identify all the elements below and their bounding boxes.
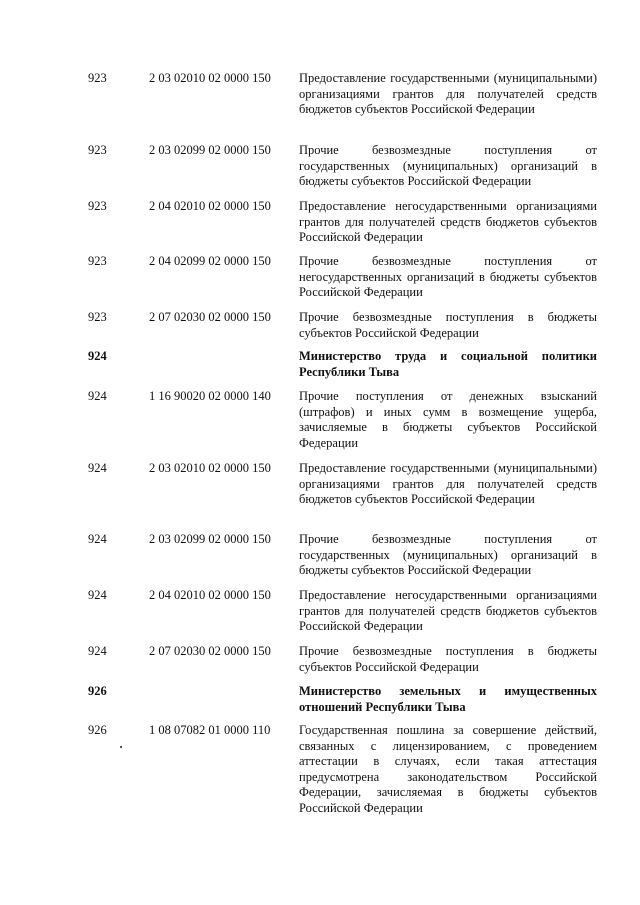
income-description: Предоставление государственными (муниципальными) организациями грантов для получателей средств бюджетов субъектов Российской Федерации <box>299 461 597 506</box>
admin-code: 924 <box>88 644 107 658</box>
income-description: Государственная пошлина за совершение действий, связанных с лицензированием, с проведением аттестации в случаях, если такая аттестация предусмотрена законодательством Российской Федерации, зачисляемая в бюджеты субъектов Российской Федерации <box>299 723 597 815</box>
income-description: Прочие безвозмездные поступления от государственных (муниципальных) организаций в бюджеты субъектов Российской Федерации <box>299 143 597 188</box>
income-description: Прочие безвозмездные поступления в бюджеты субъектов Российской Федерации <box>299 644 597 674</box>
admin-code: 923 <box>88 71 107 85</box>
budget-code: 2 04 02010 02 0000 150 <box>149 199 271 213</box>
income-description: Предоставление негосударственными организациями грантов для получателей средств бюджетов субъектов Российской Федерации <box>299 199 597 244</box>
ministry-name: Министерство труда и социальной политики Республики Тыва <box>299 349 597 379</box>
budget-code: 2 03 02099 02 0000 150 <box>149 532 271 546</box>
budget-code: 2 07 02030 02 0000 150 <box>149 310 271 324</box>
admin-code: 923 <box>88 199 107 213</box>
admin-code: 924 <box>88 389 107 403</box>
admin-code: 926 <box>88 684 107 698</box>
ministry-name: Министерство земельных и имущественных отношений Республики Тыва <box>299 684 597 714</box>
income-description: Предоставление государственными (муниципальными) организациями грантов для получателей средств бюджетов субъектов Российской Федерации <box>299 71 597 116</box>
budget-code: 1 16 90020 02 0000 140 <box>149 389 271 403</box>
income-description: Прочие безвозмездные поступления от государственных (муниципальных) организаций в бюджеты субъектов Российской Федерации <box>299 532 597 577</box>
admin-code: 924 <box>88 461 107 475</box>
admin-code: 926 <box>88 723 107 737</box>
budget-code: 2 04 02010 02 0000 150 <box>149 588 271 602</box>
admin-code: 923 <box>88 143 107 157</box>
income-description: Прочие безвозмездные поступления в бюджеты субъектов Российской Федерации <box>299 310 597 340</box>
admin-code: 924 <box>88 532 107 546</box>
budget-code: 2 07 02030 02 0000 150 <box>149 644 271 658</box>
scan-speck <box>120 746 122 748</box>
budget-code: 2 04 02099 02 0000 150 <box>149 254 271 268</box>
budget-code: 2 03 02010 02 0000 150 <box>149 71 271 85</box>
income-description: Прочие поступления от денежных взысканий (штрафов) и иных сумм в возмещение ущерба, зачисляемые в бюджеты субъектов Российской Федерации <box>299 389 597 450</box>
budget-code: 2 03 02010 02 0000 150 <box>149 461 271 475</box>
admin-code: 923 <box>88 310 107 324</box>
budget-code: 1 08 07082 01 0000 110 <box>149 723 271 737</box>
income-description: Прочие безвозмездные поступления от негосударственных организаций в бюджеты субъектов Российской Федерации <box>299 254 597 299</box>
admin-code: 924 <box>88 588 107 602</box>
admin-code: 924 <box>88 349 107 363</box>
admin-code: 923 <box>88 254 107 268</box>
income-description: Предоставление негосударственными организациями грантов для получателей средств бюджетов субъектов Российской Федерации <box>299 588 597 633</box>
budget-code: 2 03 02099 02 0000 150 <box>149 143 271 157</box>
